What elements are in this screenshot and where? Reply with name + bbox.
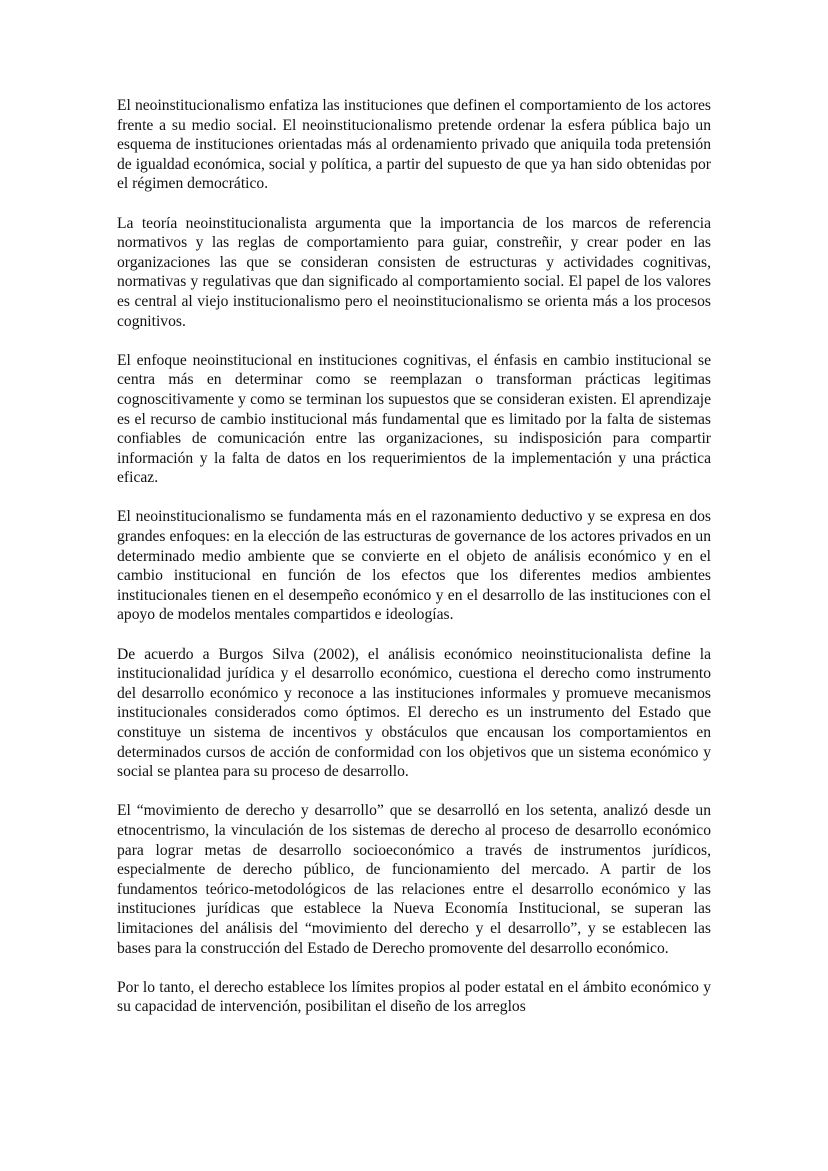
paragraph-movimiento-derecho-desarrollo: El “movimiento de derecho y desarrollo” que se desarrolló en los setenta, analizó desde un etnocentrismo, la vinculación de los sistemas de derecho al proceso de desarrollo económico para lograr metas de desarrollo socioeconómico a través de instrumentos jurídicos, especialmente de derecho público, de funcionamiento del mercado. A partir de los fundamentos teórico-metodológicos de las relaciones entre el desarrollo económico y las instituciones jurídicas que establece la Nueva Economía Institucional, se superan las limitaciones del análisis del “movimiento del derecho y el desarrollo”, y se establecen las bases para la construcción del Estado de Derecho promovente del desarrollo económico.	[117, 802, 711, 957]
paragraph-por-lo-tanto: Por lo tanto, el derecho establece los límites propios al poder estatal en el ámbito económico y su capacidad de intervención, posibilitan el diseño de los arreglos	[117, 978, 711, 1016]
paragraph-burgos-silva: De acuerdo a Burgos Silva (2002), el análisis económico neoinstitucionalista define la institucionalidad jurídica y el desarrollo económico, cuestiona el derecho como instrumento del desarrollo económico y reconoce a las instituciones informales y promueve mecanismos institucionales considerados como óptimos. El derecho es un instrumento del Estado que constituye un sistema de incentivos y obstáculos que encausan los comportamientos en determinados cursos de acción de conformidad con los objetivos que un sistema económico y social se plantea para su proceso de desarrollo.	[117, 645, 711, 781]
paragraph-razonamiento-deductivo: El neoinstitucionalismo se fundamenta más en el razonamiento deductivo y se expresa en dos grandes enfoques: en la elección de las estructuras de governance de los actores privados en un determinado medio ambiente que se convierte en el objeto de análisis económico y en el cambio institucional en función de los efectos que los diferentes medios ambientes institucionales tienen en el desempeño económico y en el desarrollo de las instituciones con el apoyo de modelos mentales compartidos e ideologías.	[117, 508, 711, 624]
paragraph-neoinstitucionalismo-intro: El neoinstitucionalismo enfatiza las instituciones que definen el comportamiento de los actores frente a su medio social. El neoinstitucionalismo pretende ordenar la esfera pública bajo un esquema de instituciones orientadas más al ordenamiento privado que aniquila toda pretensión de igualdad económica, social y política, a partir del supuesto de que ya han sido obtenidas por el régimen democrático.	[117, 97, 711, 193]
paragraph-teoria-neoinstitucionalista: La teoría neoinstitucionalista argumenta que la importancia de los marcos de referencia normativos y las reglas de comportamiento para guiar, constreñir, y crear poder en las organizaciones las que se consideran consisten de estructuras y actividades cognitivas, normativas y regulativas que dan significado al comportamiento social. El papel de los valores es central al viejo institucionalismo pero el neoinstitucionalismo se orienta más a los procesos cognitivos.	[117, 214, 711, 330]
paragraph-enfoque-cognitivo: El enfoque neoinstitucional en instituciones cognitivas, el énfasis en cambio institucional se centra más en determinar como se reemplazan o transforman prácticas legitimas cognoscitivamente y como se terminan los supuestos que se consideran existen. El aprendizaje es el recurso de cambio institucional más fundamental que es limitado por la falta de sistemas confiables de comunicación entre las organizaciones, su indisposición para compartir información y la falta de datos en los requerimientos de la implementación y una práctica eficaz.	[117, 351, 711, 487]
document-page	[117, 96, 711, 1037]
